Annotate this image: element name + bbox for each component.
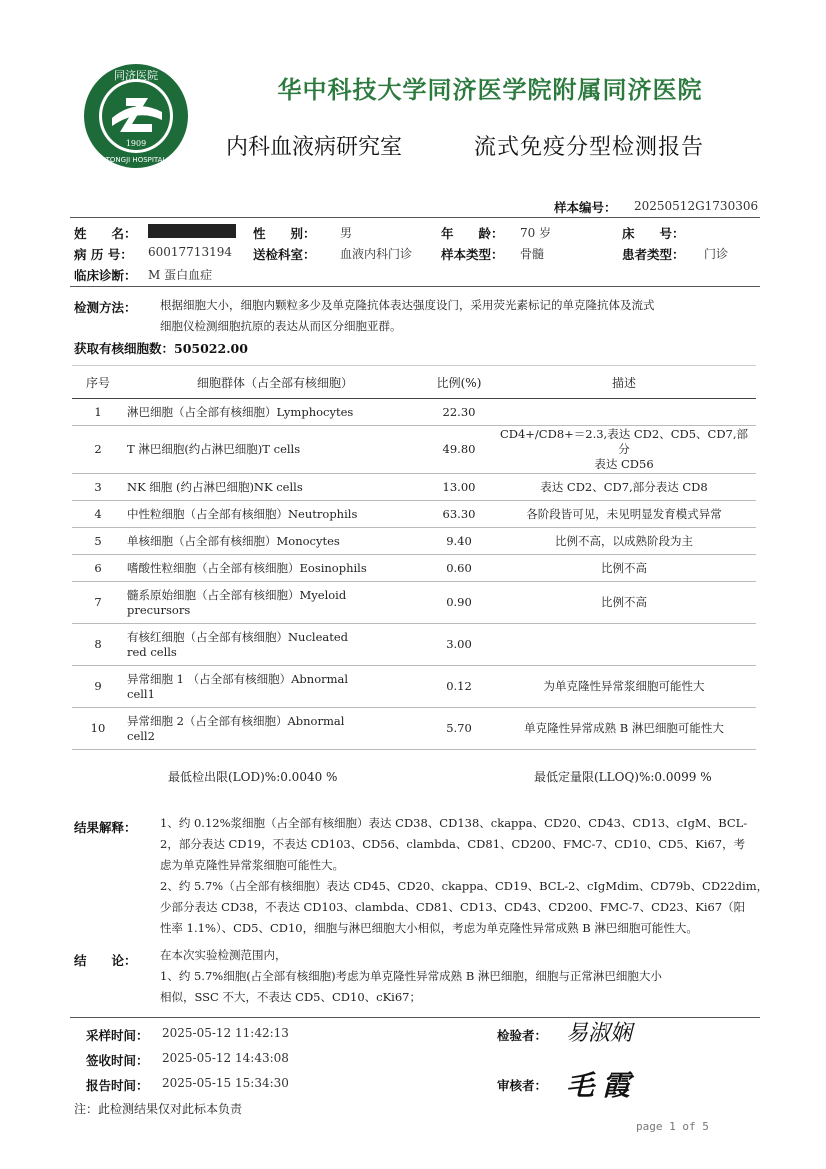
cell-no xyxy=(72,399,124,426)
conclusion-line: 1、约 5.7%细胞(占全部有核细胞)考虑为单克隆性异常成熟 B 淋巴细胞，细胞与正常淋巴细胞大小 xyxy=(160,969,662,983)
table-row xyxy=(72,426,756,474)
cell-population xyxy=(124,624,426,666)
interpretation-line: 少部分表达 CD38，不表达 CD103、clambda、CD81、CD13、CD43、CD200、FMC-7、CD23、Ki67（阳 xyxy=(160,900,746,914)
cell-desc-text: 单克隆性异常成熟 B 淋巴细胞可能性大 xyxy=(524,721,724,735)
col-header-population: 细胞群体（占全部有核细胞） xyxy=(124,366,426,399)
page-indicator: page 1 of 5 xyxy=(636,1120,709,1133)
col-header-pct: 比例(%) xyxy=(426,366,492,399)
method-label: 检测方法： xyxy=(74,300,137,315)
sample-type-label: 样本类型： xyxy=(441,247,504,262)
tester-signature: 易淑娴 xyxy=(566,1021,633,1046)
conclusion-line: 相似，SSC 不大，不表达 CD5、CD10、cKi67； xyxy=(160,990,421,1004)
cell-desc xyxy=(492,708,756,750)
age-value: 70 岁 xyxy=(520,226,552,240)
interpretation-line: 虑为单克隆性异常浆细胞可能性大。 xyxy=(160,858,344,872)
cell-pct-text: 13.00 xyxy=(442,479,476,494)
collect-time-value: 2025-05-12 11:42:13 xyxy=(162,1026,289,1040)
cell-population xyxy=(124,708,426,750)
cell-population-text: 异常细胞 1 （占全部有核细胞）Abnormal xyxy=(127,671,349,686)
cell-no-text: 3 xyxy=(94,479,102,494)
nucleated-value: 505022.00 xyxy=(174,341,248,356)
divider-top xyxy=(70,217,760,218)
interpretation-line: 2，部分表达 CD19，不表达 CD103、CD56、clambda、CD81、CD200、FMC-7、CD10、CD5、Ki67，考 xyxy=(160,837,746,851)
cell-no xyxy=(72,501,124,528)
reviewer-signature: 毛霞 xyxy=(566,1069,639,1102)
cell-population-text-cont: cell1 xyxy=(127,686,155,701)
cell-pct-text: 0.60 xyxy=(446,560,472,575)
name-redacted xyxy=(148,224,236,238)
cell-population xyxy=(124,555,426,582)
collect-time-label: 采样时间： xyxy=(86,1028,149,1043)
divider-patient xyxy=(70,286,760,287)
cell-pct xyxy=(426,555,492,582)
cell-no xyxy=(72,474,124,501)
interpretation-line: 性率 1.1%）、CD5、CD10，细胞与淋巴细胞大小相似，考虑为单克隆性异常成熟 B 淋巴细胞可能性大。 xyxy=(160,921,698,935)
reviewer-label: 审核者： xyxy=(497,1078,548,1093)
logo-year: 1909 xyxy=(125,139,147,148)
cell-no xyxy=(72,528,124,555)
nucleated-label-text: 获取有核细胞数： xyxy=(74,341,175,356)
cell-pct-text: 9.40 xyxy=(446,533,472,548)
cell-pct xyxy=(426,708,492,750)
cell-population xyxy=(124,582,426,624)
cell-population-text: 中性粒细胞（占全部有核细胞）Neutrophils xyxy=(127,506,358,521)
cell-desc xyxy=(492,666,756,708)
cell-pct xyxy=(426,501,492,528)
cell-desc xyxy=(492,501,756,528)
cell-population-text: 淋巴细胞（占全部有核细胞）Lymphocytes xyxy=(127,404,354,419)
receive-time-value: 2025-05-12 14:43:08 xyxy=(162,1051,289,1065)
interpretation-line: 2、约 5.7%（占全部有核细胞）表达 CD45、CD20、ckappa、CD19、BCL-2、cIgMdim、CD79b、CD22dim， xyxy=(160,879,769,893)
gender-value: 男 xyxy=(340,226,353,240)
col-header-desc: 描述 xyxy=(492,366,756,399)
cell-no xyxy=(72,582,124,624)
cell-population xyxy=(124,399,426,426)
hospital-logo xyxy=(82,62,190,170)
department-name: 内科血液病研究室 xyxy=(226,135,403,160)
interpretation-block xyxy=(160,813,768,939)
cell-no-text: 7 xyxy=(94,595,102,609)
conclusion-line: 在本次实验检测范围内， xyxy=(160,948,287,962)
table-header-row xyxy=(72,366,756,399)
sample-type-value: 骨髓 xyxy=(520,247,545,261)
cell-population xyxy=(124,528,426,555)
cell-desc-text: 各阶段皆可见，未见明显发育模式异常 xyxy=(526,506,722,521)
dept-label: 送检科室： xyxy=(253,247,316,262)
cell-population-text-cont: red cells xyxy=(127,644,177,659)
diagnosis-value: M 蛋白血症 xyxy=(148,268,213,282)
cell-no-text: 6 xyxy=(94,560,102,575)
method-line-1: 根据细胞大小，细胞内颗粒多少及单克隆抗体表达强度设门，采用荧光素标记的单克隆抗体及流式 xyxy=(160,298,655,312)
cell-population-text: 异常细胞 2（占全部有核细胞）Abnormal xyxy=(127,713,345,728)
table-row xyxy=(72,624,756,666)
table-row xyxy=(72,399,756,426)
cell-pct xyxy=(426,582,492,624)
interpretation-line: 1、约 0.12%浆细胞（占全部有核细胞）表达 CD38、CD138、ckappa、CD20、CD43、CD13、cIgM、BCL- xyxy=(160,816,748,830)
cell-desc xyxy=(492,555,756,582)
cell-population xyxy=(124,474,426,501)
cell-no xyxy=(72,426,124,474)
conclusion-block xyxy=(160,945,662,1008)
cell-desc-text: 为单克隆性异常浆细胞可能性大 xyxy=(543,679,705,693)
cell-pct xyxy=(426,624,492,666)
report-time-label: 报告时间： xyxy=(86,1078,149,1093)
cell-no-text: 5 xyxy=(94,533,102,548)
interpretation-label: 结果解释： xyxy=(74,820,137,835)
cell-no-text: 10 xyxy=(90,721,106,735)
sample-no-label: 样本编号： xyxy=(554,200,617,215)
dept-value: 血液内科门诊 xyxy=(340,247,413,261)
cell-pct xyxy=(426,426,492,474)
cell-population-text: 髓系原始细胞（占全部有核细胞）Myeloid xyxy=(127,587,347,602)
cell-population-text: 嗜酸性粒细胞（占全部有核细胞）Eosinophils xyxy=(127,560,367,575)
lod-text: 最低检出限(LOD)%:0.0040 % xyxy=(168,770,338,784)
cell-desc xyxy=(492,582,756,624)
cell-population xyxy=(124,501,426,528)
cell-pct-text: 0.12 xyxy=(446,679,472,693)
hospital-name: 华中科技大学同济医学院附属同济医院 xyxy=(277,75,703,104)
cell-desc xyxy=(492,426,756,474)
cell-population-table xyxy=(72,365,756,750)
cell-population xyxy=(124,426,426,474)
lloq-text: 最低定量限(LLOQ)%:0.0099 % xyxy=(534,770,712,784)
cell-desc-text: 表达 CD2、CD7,部分表达 CD8 xyxy=(540,479,708,494)
table-row xyxy=(72,555,756,582)
cell-population-text: NK 细胞 (约占淋巴细胞)NK cells xyxy=(127,479,303,494)
cell-no-text: 1 xyxy=(94,404,102,419)
nucleated-label xyxy=(74,339,248,357)
cell-no-text: 4 xyxy=(94,506,102,521)
divider-footer xyxy=(70,1017,760,1018)
footer-note: 注：此检测结果仅对此标本负责 xyxy=(74,1102,243,1116)
cell-pct-text: 3.00 xyxy=(446,637,472,651)
patient-type-label: 患者类型： xyxy=(622,247,685,262)
cell-population-text-cont: cell2 xyxy=(127,728,155,743)
col-header-no: 序号 xyxy=(72,366,124,399)
cell-pct-text: 5.70 xyxy=(446,721,472,735)
report-title: 流式免疫分型检测报告 xyxy=(474,135,705,160)
cell-desc-text-cont: 表达 CD56 xyxy=(594,457,654,471)
receive-time-label: 签收时间： xyxy=(86,1053,149,1068)
cell-pct xyxy=(426,474,492,501)
cell-pct-text: 0.90 xyxy=(446,595,472,609)
cell-no xyxy=(72,708,124,750)
cell-pct-text: 22.30 xyxy=(442,404,476,419)
record-value: 60017713194 xyxy=(148,245,232,259)
cell-desc xyxy=(492,624,756,666)
name-label: 姓 名： xyxy=(74,226,137,241)
cell-no-text: 2 xyxy=(94,442,102,456)
cell-desc-text: CD4+/CD8+＝2.3,表达 CD2、CD5、CD7,部分 xyxy=(499,427,749,456)
cell-population-text-cont: precursors xyxy=(127,602,191,617)
cell-pct xyxy=(426,528,492,555)
table-row xyxy=(72,528,756,555)
bed-label: 床 号： xyxy=(622,226,685,241)
cell-population-text: 单核细胞（占全部有核细胞）Monocytes xyxy=(127,533,340,548)
cell-no-text: 8 xyxy=(94,637,102,651)
conclusion-label: 结 论： xyxy=(74,953,137,968)
cell-desc xyxy=(492,399,756,426)
table-row xyxy=(72,582,756,624)
cell-no xyxy=(72,666,124,708)
table-row xyxy=(72,501,756,528)
report-time-value: 2025-05-15 15:34:30 xyxy=(162,1076,289,1090)
method-line-2: 细胞仪检测细胞抗原的表达从而区分细胞亚群。 xyxy=(160,319,402,333)
gender-label: 性 别： xyxy=(253,226,316,241)
cell-no-text: 9 xyxy=(94,679,102,693)
tester-label: 检验者： xyxy=(497,1028,548,1043)
logo-text: 同济医院 xyxy=(114,69,158,82)
cell-population xyxy=(124,666,426,708)
sample-no-value: 20250512G1730306 xyxy=(634,199,759,213)
cell-desc xyxy=(492,474,756,501)
cell-pct xyxy=(426,666,492,708)
table-row xyxy=(72,474,756,501)
cell-pct xyxy=(426,399,492,426)
table-row xyxy=(72,666,756,708)
cell-desc xyxy=(492,528,756,555)
cell-population-text: T 淋巴细胞(约占淋巴细胞)T cells xyxy=(127,442,301,456)
cell-population-text: 有核红细胞（占全部有核细胞）Nucleated xyxy=(127,629,349,644)
cell-desc-text: 比例不高，以成熟阶段为主 xyxy=(555,533,693,548)
logo-sub: TONGJI HOSPITAL xyxy=(105,156,167,164)
patient-type-value: 门诊 xyxy=(704,247,729,261)
record-label: 病 历 号： xyxy=(74,247,133,262)
cell-desc-text: 比例不高 xyxy=(601,560,647,575)
cell-no xyxy=(72,624,124,666)
diagnosis-label: 临床诊断： xyxy=(74,268,137,283)
cell-pct-text: 63.30 xyxy=(442,506,476,521)
cell-desc-text: 比例不高 xyxy=(601,595,647,609)
cell-no xyxy=(72,555,124,582)
age-label: 年 龄： xyxy=(441,226,504,241)
cell-pct-text: 49.80 xyxy=(442,442,476,456)
table-row xyxy=(72,708,756,750)
